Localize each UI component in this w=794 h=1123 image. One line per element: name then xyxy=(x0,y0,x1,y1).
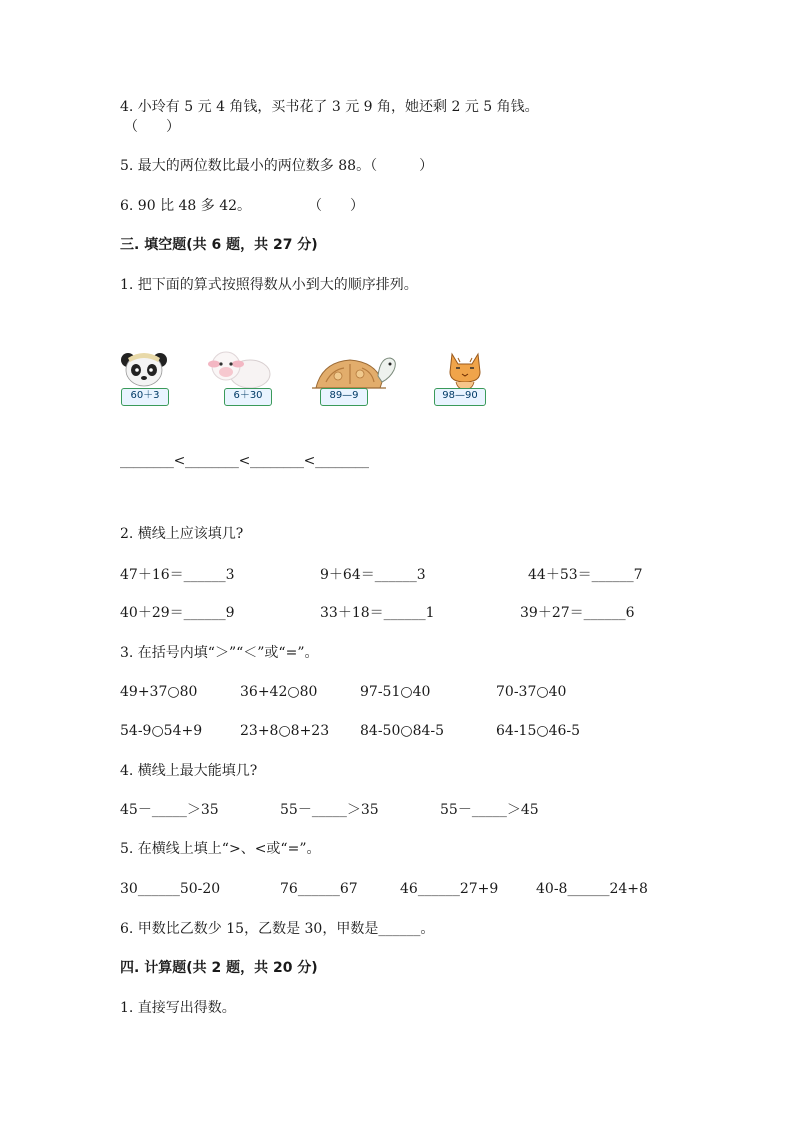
judge-q5-text: 5. 最大的两位数比最小的两位数多 88。（ ） xyxy=(120,158,434,174)
s4-q1-text: 1. 直接写出得数。 xyxy=(120,1000,236,1016)
judge-q6-text: 6. 90 比 48 多 42。 xyxy=(120,198,252,214)
section4-title: 四. 计算题(共 2 题，共 20 分) xyxy=(120,960,318,976)
s3-q2-item: 9＋64＝______3 xyxy=(320,567,426,583)
s3-q2-item: 47＋16＝______3 xyxy=(120,567,235,583)
panda-icon xyxy=(118,348,170,392)
s3-q2-item: 40＋29＝______9 xyxy=(120,605,235,621)
turtle-expression-tag: 89—9 xyxy=(320,388,368,406)
s3-q3-item: 49+37○80 xyxy=(120,684,198,700)
s3-q6-text: 6. 甲数比乙数少 15，乙数是 30，甲数是______。 xyxy=(120,921,435,937)
s3-q2-item: 39＋27＝______6 xyxy=(520,605,635,621)
s3-q3-text: 3. 在括号内填“＞”“＜”或“=”。 xyxy=(120,645,319,661)
judge-q4-answer-paren: （ ） xyxy=(124,119,180,135)
judge-q4-text: 4. 小玲有 5 元 4 角钱，买书花了 3 元 9 角，她还剩 2 元 5 角钱。 xyxy=(120,99,539,115)
s3-q5-item: 46______27+9 xyxy=(400,881,499,897)
cat-expression-tag: 98—90 xyxy=(434,388,486,406)
s3-q4-item: 55－_____＞35 xyxy=(280,802,379,818)
s3-q2-text: 2. 横线上应该填几? xyxy=(120,526,244,542)
panda-expression-tag: 60＋3 xyxy=(121,388,169,406)
s3-q4-item: 55－_____＞45 xyxy=(440,802,539,818)
s3-q3-item: 36+42○80 xyxy=(240,684,318,700)
s3-q2-item: 33＋18＝______1 xyxy=(320,605,435,621)
section3-title: 三. 填空题(共 6 题，共 27 分) xyxy=(120,237,318,253)
s3-q5-text: 5. 在横线上填上“>、<或“=”。 xyxy=(120,841,321,857)
s3-q5-item: 40-8______24+8 xyxy=(536,881,648,897)
sheep-icon xyxy=(204,348,274,392)
cat-icon xyxy=(446,350,484,390)
s3-q1-text: 1. 把下面的算式按照得数从小到大的顺序排列。 xyxy=(120,277,418,293)
s3-q1-order-line: ________<________<________<________ xyxy=(120,453,369,469)
s3-q2-item: 44＋53＝______7 xyxy=(528,567,643,583)
s3-q3-item: 97-51○40 xyxy=(360,684,431,700)
judge-q6-answer-paren: （ ） xyxy=(308,198,364,214)
s3-q5-item: 30______50-20 xyxy=(120,881,221,897)
s3-q3-item: 54-9○54+9 xyxy=(120,723,203,739)
s3-q3-item: 84-50○84-5 xyxy=(360,723,445,739)
s3-q4-item: 45－_____＞35 xyxy=(120,802,219,818)
s3-q3-item: 23+8○8+23 xyxy=(240,723,330,739)
s3-q3-item: 70-37○40 xyxy=(496,684,567,700)
sheep-expression-tag: 6＋30 xyxy=(224,388,272,406)
s3-q4-text: 4. 横线上最大能填几? xyxy=(120,763,258,779)
s3-q5-item: 76______67 xyxy=(280,881,358,897)
s3-q3-item: 64-15○46-5 xyxy=(496,723,581,739)
